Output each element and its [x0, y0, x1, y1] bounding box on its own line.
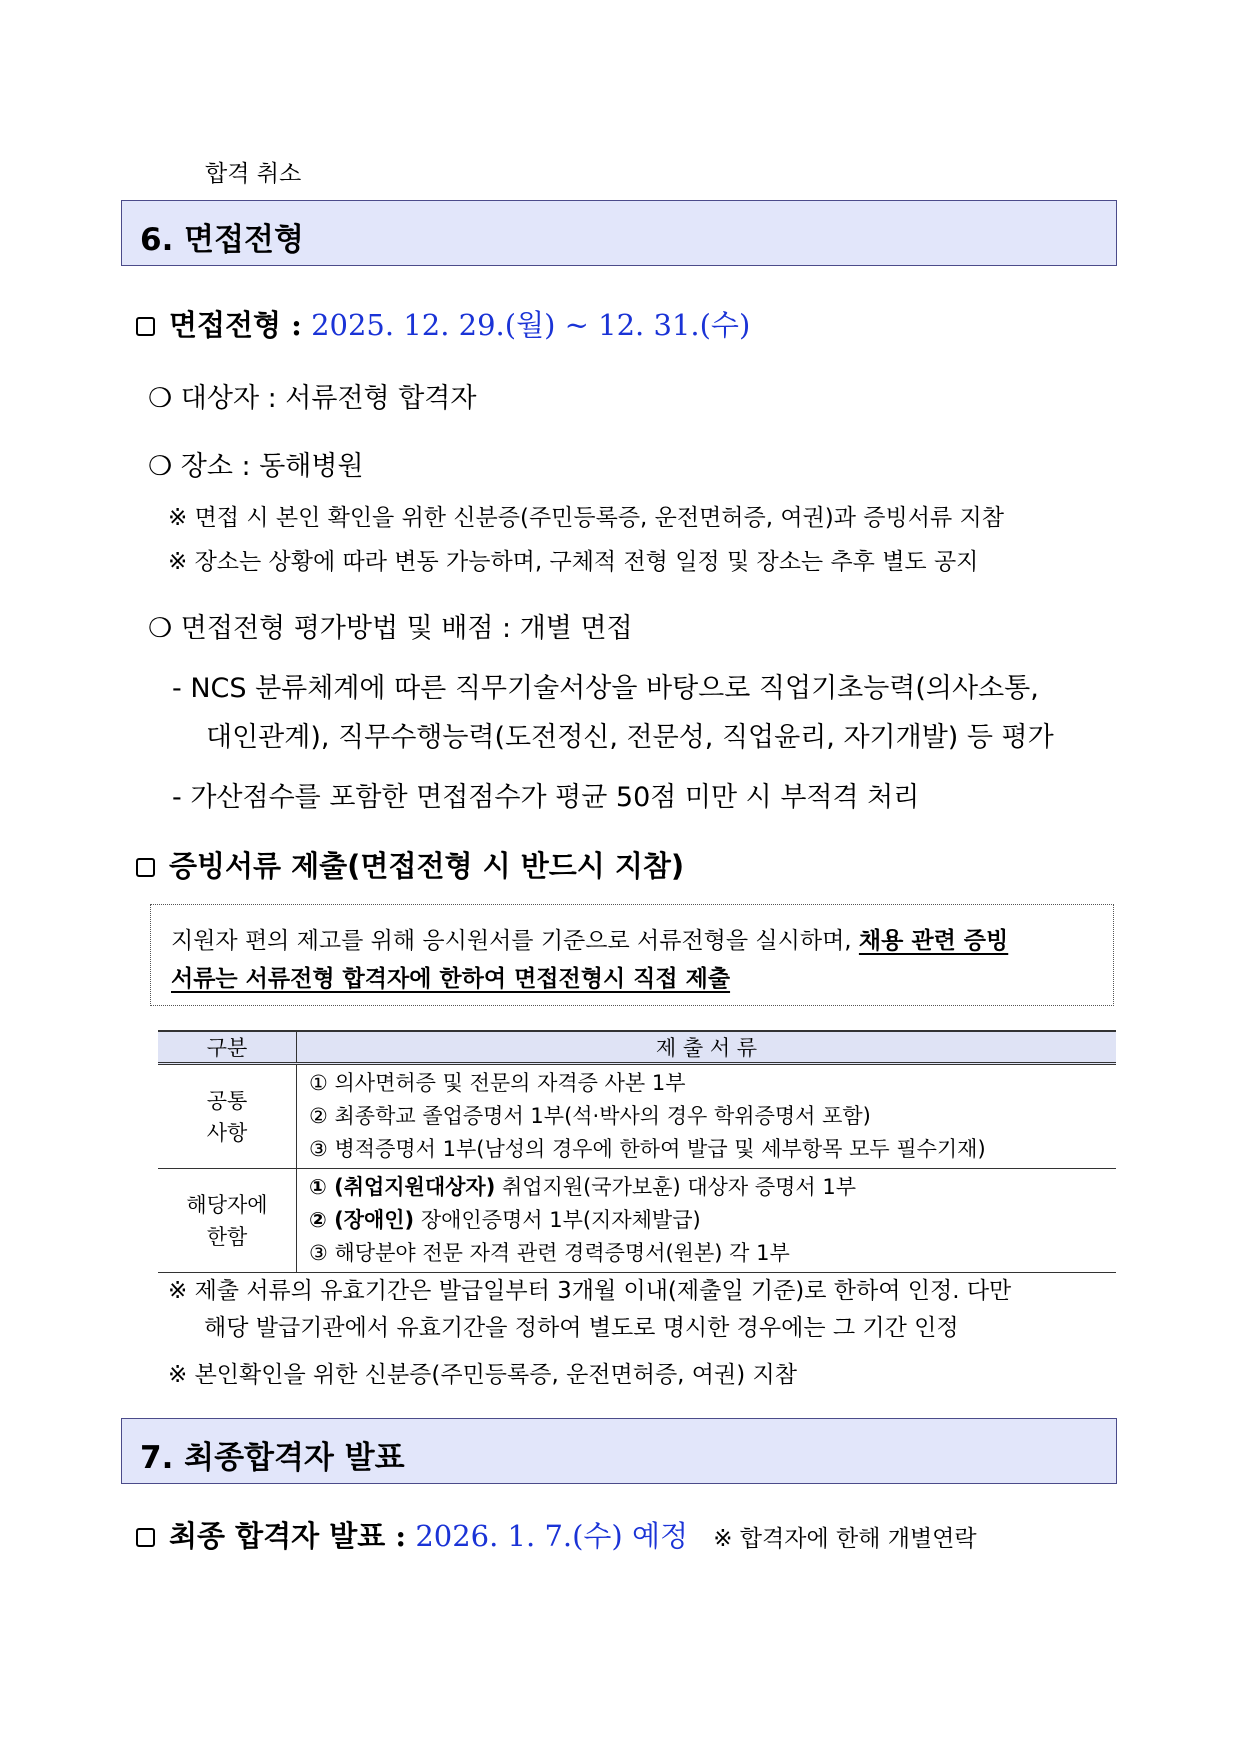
table-row — [158, 1064, 1116, 1169]
validity-note: ※ 제출 서류의 유효기간은 발급일부터 3개월 이내(제출일 기준)로 한하여 인정. 다만 — [168, 1278, 1012, 1304]
section-6-title: 6. 면접전형 — [140, 222, 304, 258]
docs-note-bold-1: 채용 관련 증빙 — [858, 928, 1009, 954]
list-item: ③ 병적증명서 1부(남성의 경우에 한하여 발급 및 세부항목 모두 필수기재) — [309, 1137, 986, 1161]
docs-note-box — [150, 904, 1114, 1006]
id-note: ※ 본인확인을 위한 신분증(주민등록증, 운전면허증, 여권) 지참 — [168, 1362, 797, 1388]
table-items — [297, 1064, 1117, 1169]
table-category-applicable: 해당자에 한함 — [158, 1169, 297, 1273]
interview-note-1: ※ 면접 시 본인 확인을 위한 신분증(주민등록증, 운전면허증, 여권)과 증빙서류 지참 — [168, 505, 1004, 531]
method-item-2: - 가산점수를 포함한 면접점수가 평균 50점 미만 시 부적격 처리 — [172, 782, 920, 813]
table-category-common: 공통 사항 — [158, 1064, 297, 1169]
announce-label: 최종 합격자 발표 : — [169, 1519, 407, 1553]
docs-note-bold-2: 서류는 서류전형 합격자에 한하여 면접전형시 직접 제출 — [171, 966, 731, 992]
documents-table — [158, 1030, 1116, 1273]
interview-note-2: ※ 장소는 상황에 따라 변동 가능하며, 구체적 전형 일정 및 장소는 추후 별도 공지 — [168, 549, 979, 575]
table-header-documents: 제 출 서 류 — [297, 1031, 1117, 1064]
list-item: ② (장애인) 장애인증명서 1부(지자체발급) — [309, 1208, 701, 1232]
docs-note-plain: 지원자 편의 제고를 위해 응시원서를 기준으로 서류전형을 실시하며, — [171, 928, 859, 954]
method-item-1-cont: 대인관계), 직무수행능력(도전정신, 전문성, 직업윤리, 자기개발) 등 평가 — [206, 722, 1054, 753]
top-text: 합격 취소 — [205, 161, 302, 187]
announce-date: 2026. 1. 7.(수) 예정 — [415, 1519, 688, 1553]
list-item: ① (취업지원대상자) 취업지원(국가보훈) 대상자 증명서 1부 — [309, 1175, 857, 1199]
docs-heading-line — [136, 844, 684, 885]
table-row — [158, 1169, 1116, 1273]
section-6-header — [121, 200, 1117, 266]
validity-note-cont: 해당 발급기관에서 유효기간을 정하여 별도로 명시한 경우에는 그 기간 인정 — [204, 1315, 959, 1341]
target-line: ❍ 대상자 : 서류전형 합격자 — [148, 383, 477, 414]
list-item: ① 의사면허증 및 전문의 자격증 사본 1부 — [309, 1071, 686, 1095]
place-line: ❍ 장소 : 동해병원 — [148, 451, 364, 482]
checkbox-square-icon — [136, 1528, 155, 1547]
table-header-category: 구분 — [158, 1031, 297, 1064]
docs-note-line-2 — [171, 960, 730, 993]
docs-note-line-1 — [171, 922, 1008, 955]
method-item-1: - NCS 분류체계에 따른 직무기술서상을 바탕으로 직업기초능력(의사소통, — [172, 673, 1039, 704]
checkbox-square-icon — [136, 858, 155, 877]
docs-heading: 증빙서류 제출(면접전형 시 반드시 지참) — [169, 849, 685, 883]
interview-label: 면접전형 : — [169, 308, 302, 342]
checkbox-square-icon — [136, 317, 155, 336]
interview-date-line — [136, 303, 750, 344]
interview-date: 2025. 12. 29.(월) ~ 12. 31.(수) — [311, 308, 751, 342]
section-7-header — [121, 1418, 1117, 1484]
announce-note: ※ 합격자에 한해 개별연락 — [713, 1526, 977, 1552]
list-item: ③ 해당분야 전문 자격 관련 경력증명서(원본) 각 1부 — [309, 1241, 790, 1265]
table-items — [297, 1169, 1117, 1273]
method-line: ❍ 면접전형 평가방법 및 배점 : 개별 면접 — [148, 613, 633, 644]
announce-line — [136, 1514, 977, 1555]
list-item: ② 최종학교 졸업증명서 1부(석·박사의 경우 학위증명서 포함) — [309, 1104, 871, 1128]
section-7-title: 7. 최종합격자 발표 — [140, 1440, 405, 1476]
